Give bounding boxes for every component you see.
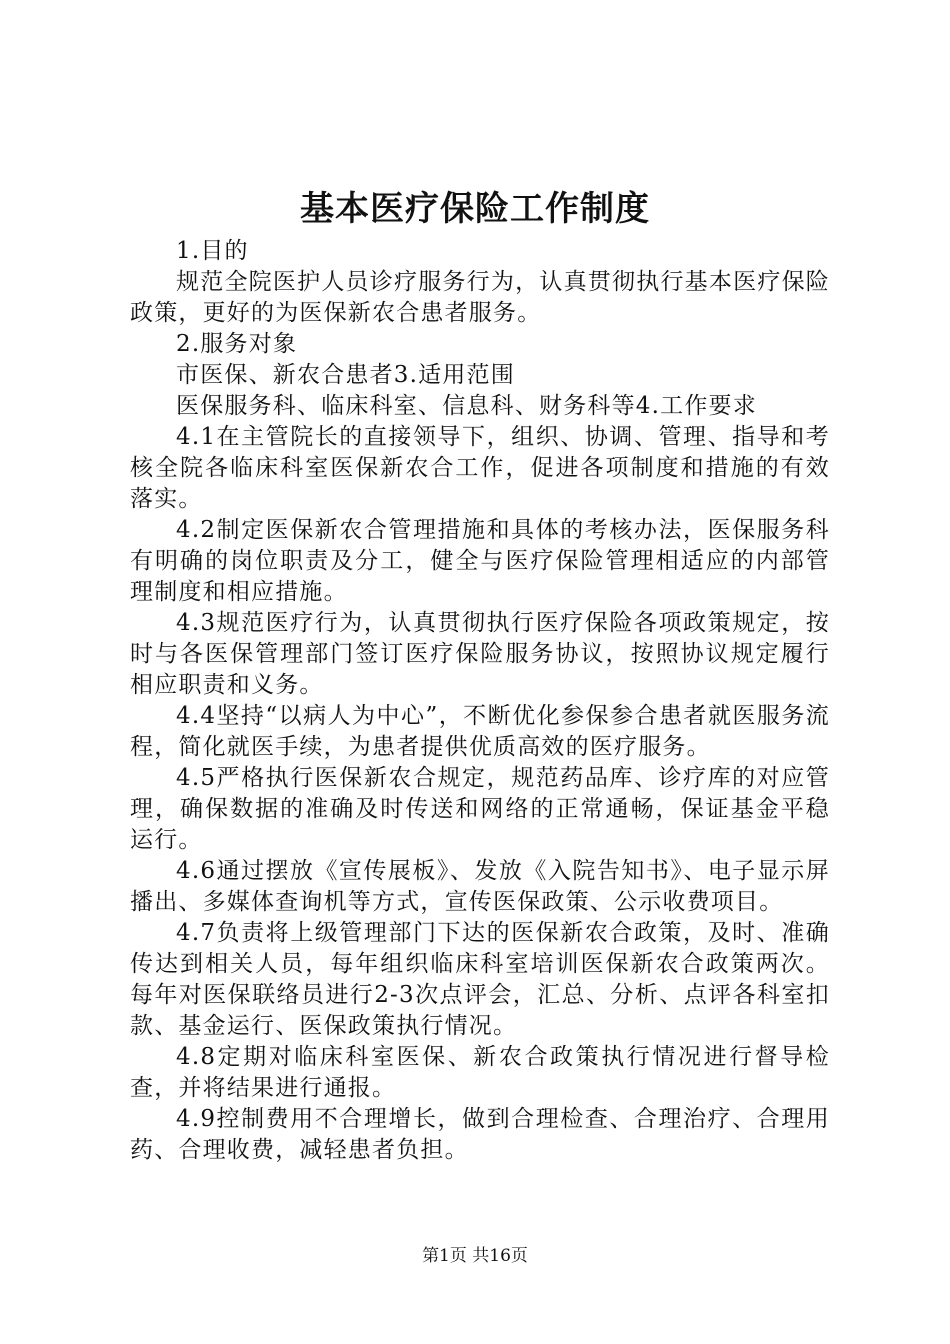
- paragraph-4-1: 4.1在主管院长的直接领导下，组织、协调、管理、指导和考核全院各临床科室医保新农合工作，促进各项制度和措施的有效落实。: [130, 424, 830, 512]
- paragraph-4-6: 4.6通过摆放《宣传展板》、发放《入院告知书》、电子显示屏播出、多媒体查询机等方式，宣传医保政策、公示收费项目。: [130, 858, 830, 915]
- document-body: [130, 236, 830, 1166]
- paragraph-4-4: 4.4坚持“以病人为中心”，不断优化参保参合患者就医服务流程，简化就医手续，为患者提供优质高效的医疗服务。: [130, 703, 830, 760]
- paragraph-purpose-heading: 1.目的: [176, 238, 249, 264]
- document-title: 基本医疗保险工作制度: [300, 189, 650, 229]
- paragraph-scope: 医保服务科、临床科室、信息科、财务科等4.工作要求: [176, 393, 757, 419]
- page-footer: 第1页 共16页: [422, 1246, 528, 1266]
- paragraph-4-2: 4.2制定医保新农合管理措施和具体的考核办法，医保服务科有明确的岗位职责及分工，健全与医疗保险管理相适应的内部管理制度和相应措施。: [130, 517, 830, 605]
- paragraph-4-8: 4.8定期对临床科室医保、新农合政策执行情况进行督导检查，并将结果进行通报。: [130, 1044, 830, 1101]
- paragraph-4-3: 4.3规范医疗行为，认真贯彻执行医疗保险各项政策规定，按时与各医保管理部门签订医疗保险服务协议，按照协议规定履行相应职责和义务。: [130, 610, 830, 698]
- paragraph-4-5: 4.5严格执行医保新农合规定，规范药品库、诊疗库的对应管理，确保数据的准确及时传送和网络的正常通畅，保证基金平稳运行。: [130, 765, 830, 853]
- paragraph-purpose: 规范全院医护人员诊疗服务行为，认真贯彻执行基本医疗保险政策，更好的为医保新农合患者服务。: [130, 269, 830, 326]
- paragraph-4-9: 4.9控制费用不合理增长，做到合理检查、合理治疗、合理用药、合理收费，减轻患者负担。: [130, 1106, 830, 1163]
- paragraph-4-7: 4.7负责将上级管理部门下达的医保新农合政策，及时、准确传达到相关人员，每年组织临床科室培训医保新农合政策两次。每年对医保联络员进行2-3次点评会，汇总、分析、点评各科室扣款、基金运行、医保政策执行情况。: [130, 920, 830, 1039]
- paragraph-service-target: 市医保、新农合患者3.适用范围: [176, 362, 515, 388]
- paragraph-service-heading: 2.服务对象: [176, 331, 298, 357]
